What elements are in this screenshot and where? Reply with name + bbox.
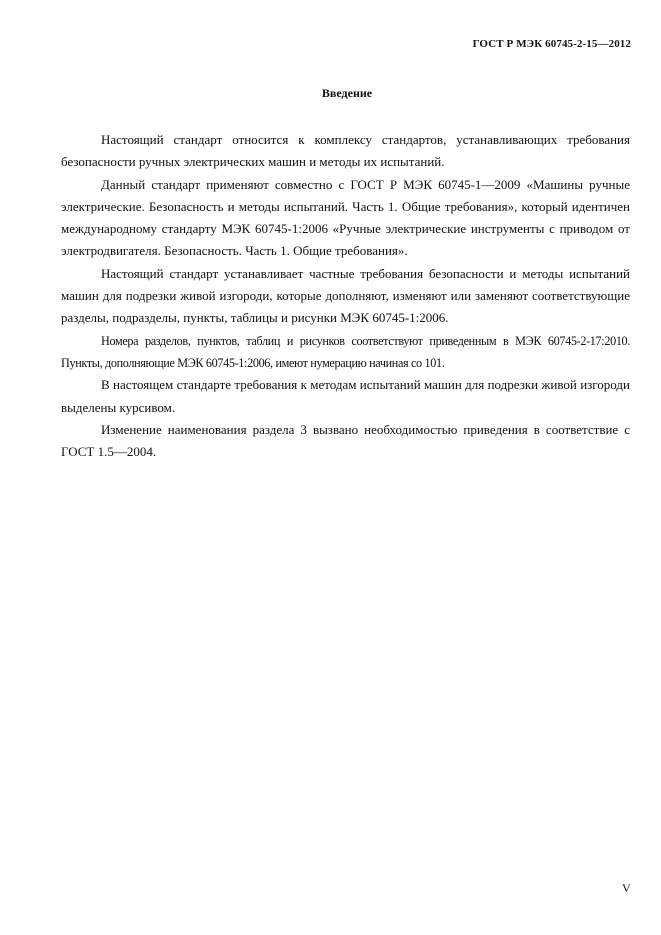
document-code-header: ГОСТ Р МЭК 60745-2-15—2012 xyxy=(472,38,631,50)
paragraph-1: Настоящий стандарт относится к комплексу стандартов, устанавливающих требования безопасности ручных электрических машин и методы их испытаний. xyxy=(61,132,630,170)
section-title: Введение xyxy=(321,86,373,100)
paragraph-3: Настоящий стандарт устанавливает частные требования безопасности и методы испытаний машин для подрезки живой изгороди, которые дополняют, изменяют или заменяют соответствующие разделы, подразделы, пункты, таблицы и рисунки МЭК 60745-1:2006. xyxy=(61,265,630,326)
paragraph-6: Изменение наименования раздела 3 вызвано необходимостью приведения в соответствие с ГОСТ 1.5—2004. xyxy=(61,421,630,460)
introduction-body xyxy=(61,129,630,463)
paragraph-2: Данный стандарт применяют совместно с ГОСТ Р МЭК 60745-1—2009 «Машины ручные электрические. Безопасность и методы испытаний. Часть 1. Общие требования», который идентичен международному стандарту МЭК 60745-1:2006 «Ручные электрические инструменты с приводом от электродвигателя. Безопасность. Часть 1. Общие требования». xyxy=(61,176,630,259)
page-number: V xyxy=(622,881,631,895)
paragraph-4: Номера разделов, пунктов, таблиц и рисунков соответствуют приведенным в МЭК 60745-2-17:2010. Пункты, дополняющие МЭК 60745-1:2006, имеют нумерацию начиная со 101. xyxy=(61,333,630,370)
paragraph-5: В настоящем стандарте требования к методам испытаний машин для подрезки живой изгороди выделены курсивом. xyxy=(61,377,630,415)
